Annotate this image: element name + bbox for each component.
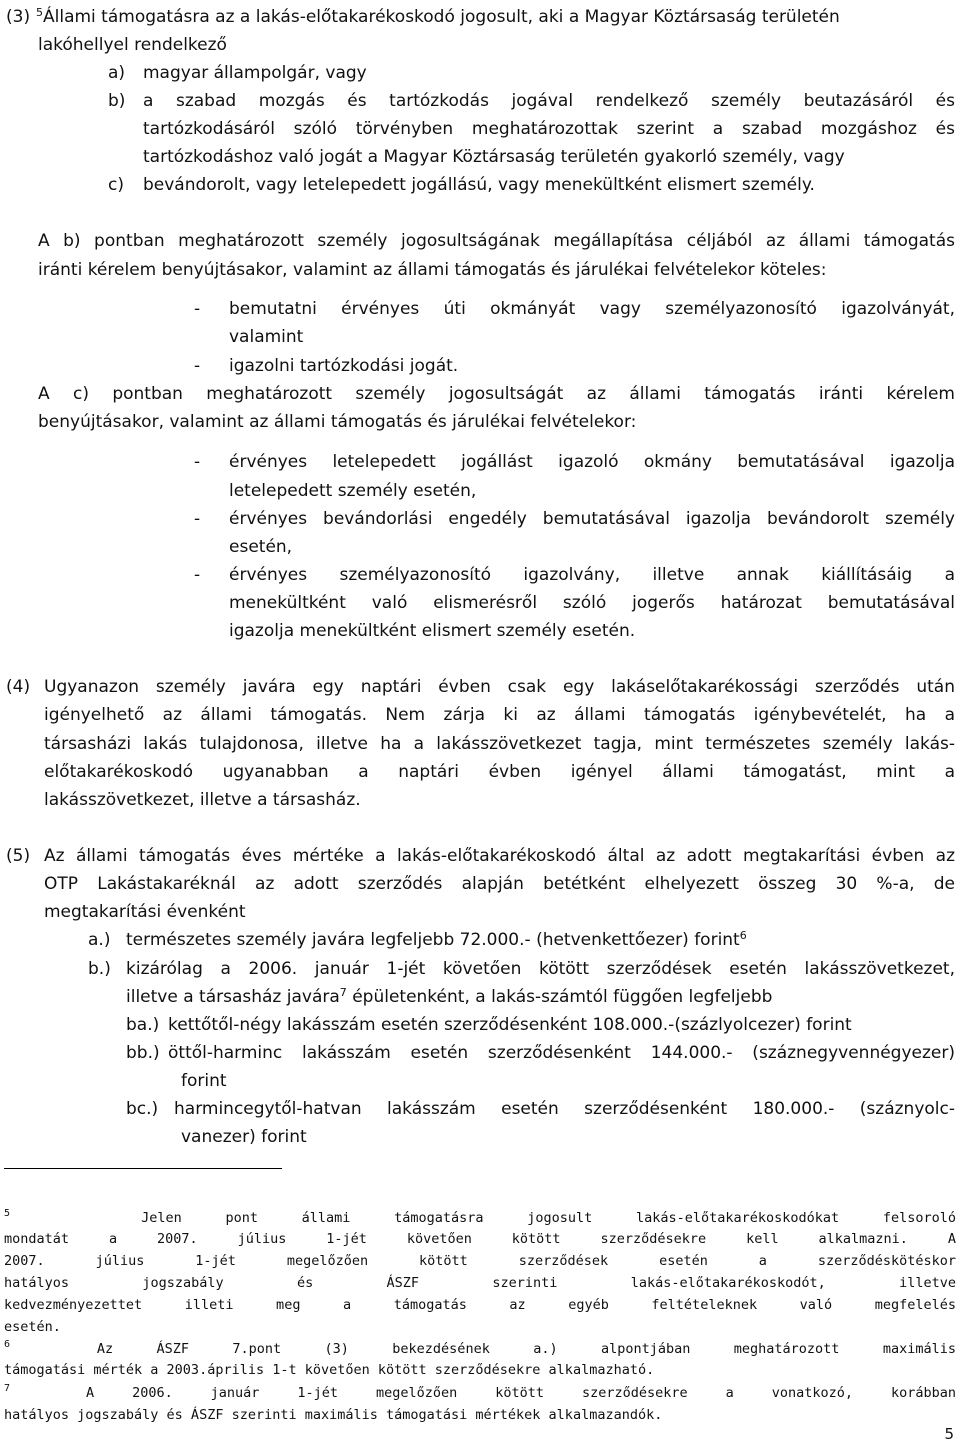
- footnote-5-line-5: kedvezményezettet illeti meg a támogatás az egyéb feltételeknek való megfelelés: [4, 1297, 956, 1313]
- para-4-line-3: társasházi lakás tulajdonosa, illetve ha a lakásszövetkezet tagja, mint természetes személy lakás-: [44, 734, 955, 754]
- list-ba-label: ba.): [126, 1015, 160, 1035]
- footnote-separator: [4, 1168, 282, 1169]
- c-list-dash-2: -: [194, 509, 201, 529]
- para-3-intro-line-2: lakóhellyel rendelkező: [38, 35, 227, 55]
- footnote-ref-5[interactable]: 5: [36, 6, 43, 19]
- para-5-line-2: OTP Lakástakaréknál az adott szerződés alapján betétként elhelyezett összeg 30 %-a, de: [44, 874, 955, 894]
- c-paragraph-line-2: benyújtásakor, valamint az állami támogatás és járulékai felvételekor:: [38, 412, 637, 432]
- c-list-item-3-line-1: érvényes személyazonosító igazolvány, illetve annak kiállításáig a: [229, 565, 955, 585]
- list-c-label: c): [108, 175, 124, 195]
- footnote-5-line-6: esetén.: [4, 1319, 61, 1335]
- page-number: 5: [944, 1425, 954, 1443]
- c-list-item-3-line-2: menekültként való elismerésről szóló jogerős határozat bemutatásával: [229, 593, 955, 613]
- b-list-item-2: igazolni tartózkodási jogát.: [229, 356, 459, 376]
- list-b-line-2: tartózkodásáról szóló törvényben meghatározottak szerint a szabad mozgáshoz és: [143, 119, 955, 139]
- para-3-intro-line-1: $^5$Állami támogatásra az a lakás-előtakarékoskodó jogosult, aki a Magyar Köztársaság területén: [36, 6, 840, 27]
- b-list-dash-2: -: [194, 356, 201, 376]
- para-5-line-3: megtakarítási évenként: [44, 902, 246, 922]
- b-paragraph-line-1: A b) pontban meghatározott személy jogosultságának megállapítása céljából az állami támogatás: [38, 231, 955, 251]
- footnote-ref-7[interactable]: 7: [339, 986, 347, 999]
- para-3-number: (3): [6, 7, 31, 27]
- footnote-ref-6[interactable]: 6: [739, 929, 747, 942]
- c-list-item-1-line-1: érvényes letelepedett jogállást igazoló okmány bemutatásával igazolja: [229, 452, 955, 472]
- footnote-5-line-2: mondatát a 2007. július 1-jét követően kötött szerződésekre kell alkalmazni. A: [4, 1231, 956, 1247]
- list-bb-line-1: öttől-harminc lakásszám esetén szerződésenként 144.000.- (száznegyvennégyezer): [168, 1043, 955, 1063]
- list-bb-label: bb.): [126, 1043, 160, 1063]
- c-list-item-3-line-3: igazolja menekültként elismert személy esetén.: [229, 621, 636, 641]
- list-a-text: magyar állampolgár, vagy: [143, 63, 367, 83]
- c-list-dash-3: -: [194, 565, 201, 585]
- c-list-dash-1: -: [194, 452, 201, 472]
- list-5a-text: természetes személy javára legfeljebb 72.000.- (hetvenkettőezer) forint$^6$: [126, 929, 747, 950]
- c-list-item-1-line-2: letelepedett személy esetén,: [229, 481, 477, 501]
- list-bc-line-2: vanezer) forint: [181, 1127, 307, 1147]
- list-c-text: bevándorolt, vagy letelepedett jogállású, vagy menekültként elismert személy.: [143, 175, 815, 195]
- list-5b-line-1: kizárólag a 2006. január 1-jét követően kötött szerződések esetén lakásszövetkezet,: [126, 959, 955, 979]
- para-5-number: (5): [6, 846, 31, 866]
- footnote-5-line-1: $^5$ Jelen pont állami támogatásra jogosult lakás-előtakarékoskodókat felsoroló: [4, 1208, 956, 1226]
- footnote-6-number: 6: [4, 1339, 11, 1350]
- list-5b-label: b.): [88, 959, 111, 979]
- footnote-7-number: 7: [4, 1383, 11, 1394]
- list-ba-text: kettőtől-négy lakásszám esetén szerződésenként 108.000.-(százlyolcezer) forint: [168, 1015, 852, 1035]
- list-bb-line-2: forint: [181, 1071, 227, 1091]
- footnote-5-line-4: hatályos jogszabály és ÁSZF szerinti lakás-előtakarékoskodót, illetve: [4, 1275, 956, 1291]
- b-paragraph-line-2: iránti kérelem benyújtásakor, valamint az állami támogatás és járulékai felvételekor köteles:: [38, 260, 827, 280]
- c-list-item-2-line-2: esetén,: [229, 537, 293, 557]
- para-4-line-2: igényelhető az állami támogatás. Nem zárja ki az állami támogatás igénybevételét, ha a: [44, 705, 955, 725]
- footnote-6-line-2: támogatási mérték a 2003.április 1-t követően kötött szerződésekre alkalmazható.: [4, 1362, 655, 1378]
- footnote-6-line-1: $^6$ Az ÁSZF 7.pont (3) bekezdésének a.) alpontjában meghatározott maximális: [4, 1339, 956, 1357]
- list-b-line-3: tartózkodáshoz való jogát a Magyar Köztársaság területén gyakorló személy, vagy: [143, 147, 845, 167]
- footnote-5-line-3: 2007. július 1-jét megelőzően kötött szerződések esetén a szerződéskötéskor: [4, 1253, 956, 1269]
- para-5-line-1: Az állami támogatás éves mértéke a lakás-előtakarékoskodó által az adott megtakarítási évben az: [44, 846, 955, 866]
- para-4-line-1: Ugyanazon személy javára egy naptári évben csak egy lakáselőtakarékossági szerződés után: [44, 677, 955, 697]
- list-b-line-1: a szabad mozgás és tartózkodás jogával rendelkező személy beutazásáról és: [143, 91, 955, 111]
- b-list-dash-1: -: [194, 299, 201, 319]
- c-list-item-2-line-1: érvényes bevándorlási engedély bemutatásával igazolja bevándorolt személy: [229, 509, 955, 529]
- para-4-line-4: előtakarékoskodó ugyanabban a naptári évben igényel állami támogatást, mint a: [44, 762, 955, 782]
- b-list-item-1-line-1: bemutatni érvényes úti okmányát vagy személyazonosító igazolványát,: [229, 299, 955, 319]
- footnote-7-line-1: $^7$ A 2006. január 1-jét megelőzően kötött szerződésekre a vonatkozó, korábban: [4, 1383, 956, 1401]
- c-paragraph-line-1: A c) pontban meghatározott személy jogosultságát az állami támogatás iránti kérelem: [38, 384, 955, 404]
- b-list-item-1-line-2: valamint: [229, 327, 304, 347]
- list-bc-label: bc.): [126, 1099, 159, 1119]
- para-4-line-5: lakásszövetkezet, illetve a társasház.: [44, 790, 361, 810]
- para-4-number: (4): [6, 677, 31, 697]
- list-5b-line-2: illetve a társasház javára$^7$ épületenként, a lakás-számtól függően legfeljebb: [126, 986, 773, 1007]
- list-5a-label: a.): [88, 930, 111, 950]
- list-b-label: b): [108, 91, 126, 111]
- list-a-label: a): [108, 63, 126, 83]
- footnote-5-number: 5: [4, 1208, 11, 1219]
- list-bc-line-1: harmincegytől-hatvan lakásszám esetén szerződésenként 180.000.- (száznyolc-: [174, 1099, 955, 1119]
- footnote-7-line-2: hatályos jogszabály és ÁSZF szerinti maximális támogatási mértékek alkalmazandók.: [4, 1407, 663, 1423]
